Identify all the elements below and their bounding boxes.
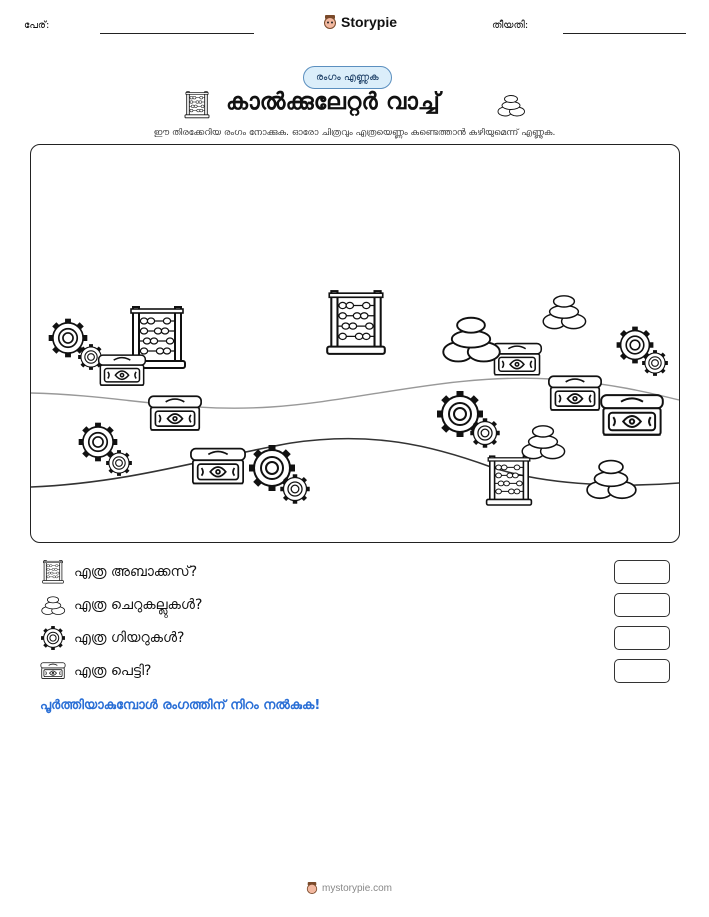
chest-item: [493, 344, 542, 375]
title-pebbles-icon: [496, 92, 526, 118]
chest-item: [549, 376, 601, 410]
question-row: [40, 625, 184, 651]
gear-item: [49, 319, 88, 358]
question-row: [40, 592, 202, 618]
gear-item: [106, 450, 132, 476]
answer-box[interactable]: [614, 560, 670, 584]
date-field[interactable]: [563, 33, 686, 34]
name-label: പേര്:: [24, 20, 50, 31]
chest-item: [99, 355, 146, 385]
answer-box[interactable]: [614, 626, 670, 650]
gear-item: [280, 474, 309, 503]
footer-url[interactable]: mystorypie.com: [322, 882, 393, 894]
pebbles-icon: [40, 592, 66, 618]
pebbles-item: [443, 318, 500, 362]
counting-scene: [30, 144, 680, 543]
chest-item: [149, 396, 201, 430]
page-title: കാൽക്കുലേറ്റർ വാച്ച്: [226, 89, 440, 115]
question-text: എത്ര പെട്ടി?: [74, 663, 152, 679]
activity-badge: രംഗം എണ്ണുക: [303, 66, 392, 89]
question-row: [40, 658, 152, 684]
name-field[interactable]: [100, 33, 254, 34]
coloring-prompt: പൂർത്തിയാകുമ്പോൾ രംഗത്തിന് നിറം നൽകുക!: [40, 698, 321, 713]
gear-item: [470, 418, 499, 447]
question-text: എത്ര ഗിയറുകൾ?: [74, 630, 185, 646]
brand-name: Storypie: [341, 14, 398, 30]
answer-box[interactable]: [614, 659, 670, 683]
pebbles-item: [522, 426, 564, 459]
date-label: തീയതി:: [492, 20, 529, 31]
chest-item: [601, 395, 663, 435]
scene-illustration: [31, 145, 679, 542]
gear-icon: [40, 625, 66, 651]
chest-icon: [40, 658, 66, 684]
gear-item: [642, 350, 668, 376]
chest-item: [191, 449, 245, 484]
title-abacus-icon: [182, 90, 212, 120]
abacus-item: [487, 456, 532, 505]
footer: [306, 881, 392, 895]
abacus-icon: [40, 559, 66, 585]
pebbles-item: [543, 296, 585, 329]
storypie-mascot-icon: [323, 14, 337, 30]
abacus-item: [327, 291, 385, 354]
storypie-mascot-icon: [306, 881, 318, 895]
question-text: എത്ര അബാക്കസ്?: [74, 564, 198, 580]
pebbles-item: [587, 461, 636, 499]
answer-box[interactable]: [614, 593, 670, 617]
instructions: ഈ തിരക്കേറിയ രംഗം നോക്കുക. ഓരോ ചിത്രവും എത്രയെണ്ണം കണ്ടെത്താൻ കഴിയുമെന്ന് എണ്ണുക.: [153, 128, 556, 138]
question-text: എത്ര ചെറുകല്ലുകൾ?: [74, 597, 203, 613]
question-row: [40, 559, 197, 585]
brand-logo: [323, 14, 397, 30]
